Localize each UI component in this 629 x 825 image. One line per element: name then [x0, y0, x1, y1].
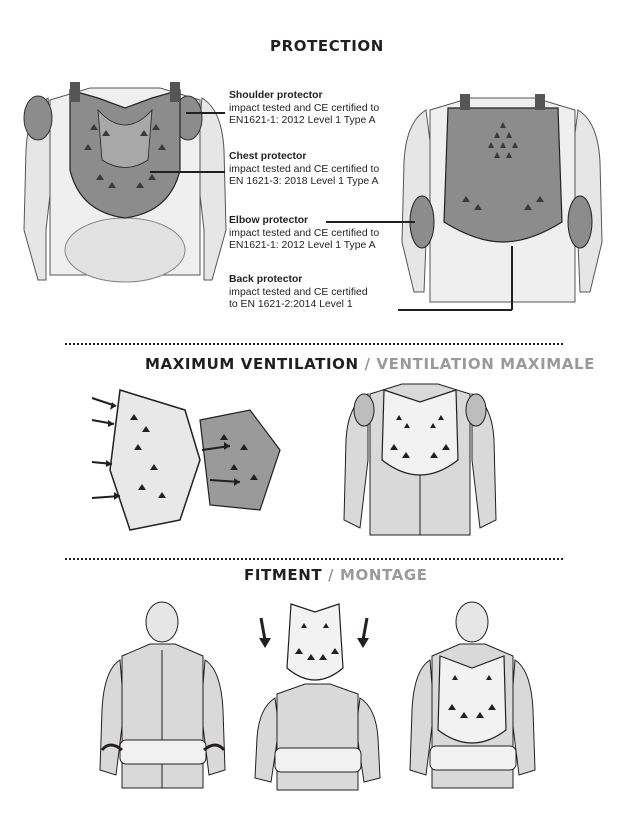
airflow-illustration — [90, 380, 300, 540]
back-protector-label — [229, 274, 368, 312]
fitment-step-3-illustration — [410, 600, 535, 790]
back-protector-name: Back protector — [229, 274, 303, 285]
elbow-protector-name: Elbow protector — [229, 215, 309, 226]
shoulder-protector-label — [229, 90, 379, 128]
fitment-separator: / — [322, 566, 340, 584]
elbow-protector-cert-line1: impact tested and CE certified to — [229, 227, 380, 239]
shoulder-protector-name: Shoulder protector — [229, 90, 323, 101]
fitment-step-2-illustration — [255, 598, 380, 790]
ventilation-subtitle: VENTILATION MAXIMALE — [376, 355, 596, 373]
fitment-title: FITMENT — [244, 566, 323, 584]
chest-protector-cert-line2: EN 1621-3: 2018 Level 1 Type A — [229, 176, 379, 188]
fitment-subtitle: MONTAGE — [339, 566, 428, 584]
shoulder-protector-cert-line2: EN1621-1: 2012 Level 1 Type A — [229, 115, 376, 127]
section-divider-2 — [65, 558, 563, 560]
elbow-protector-label — [229, 215, 379, 253]
ventilation-separator: / — [358, 355, 377, 373]
chest-protector-label — [229, 151, 379, 189]
protection-title: PROTECTION — [270, 37, 384, 55]
shoulder-protector-cert-line1: impact tested and CE certified to — [229, 102, 380, 114]
elbow-protector-cert-line2: EN1621-1: 2012 Level 1 Type A — [229, 240, 376, 252]
chest-protector-name: Chest protector — [229, 151, 307, 162]
chest-protector-cert-line1: impact tested and CE certified to — [229, 163, 380, 175]
ventilation-title: MAXIMUM VENTILATION — [145, 355, 359, 373]
fitment-step-1-illustration — [100, 600, 225, 790]
back-protector-cert-line1: impact tested and CE certified — [229, 286, 368, 298]
ventilation-heading — [145, 355, 595, 373]
section-divider — [65, 343, 563, 345]
back-protector-cert-line2: to EN 1621-2:2014 Level 1 — [229, 299, 353, 311]
fitment-heading — [244, 566, 428, 584]
jacket-with-protector — [340, 380, 500, 540]
